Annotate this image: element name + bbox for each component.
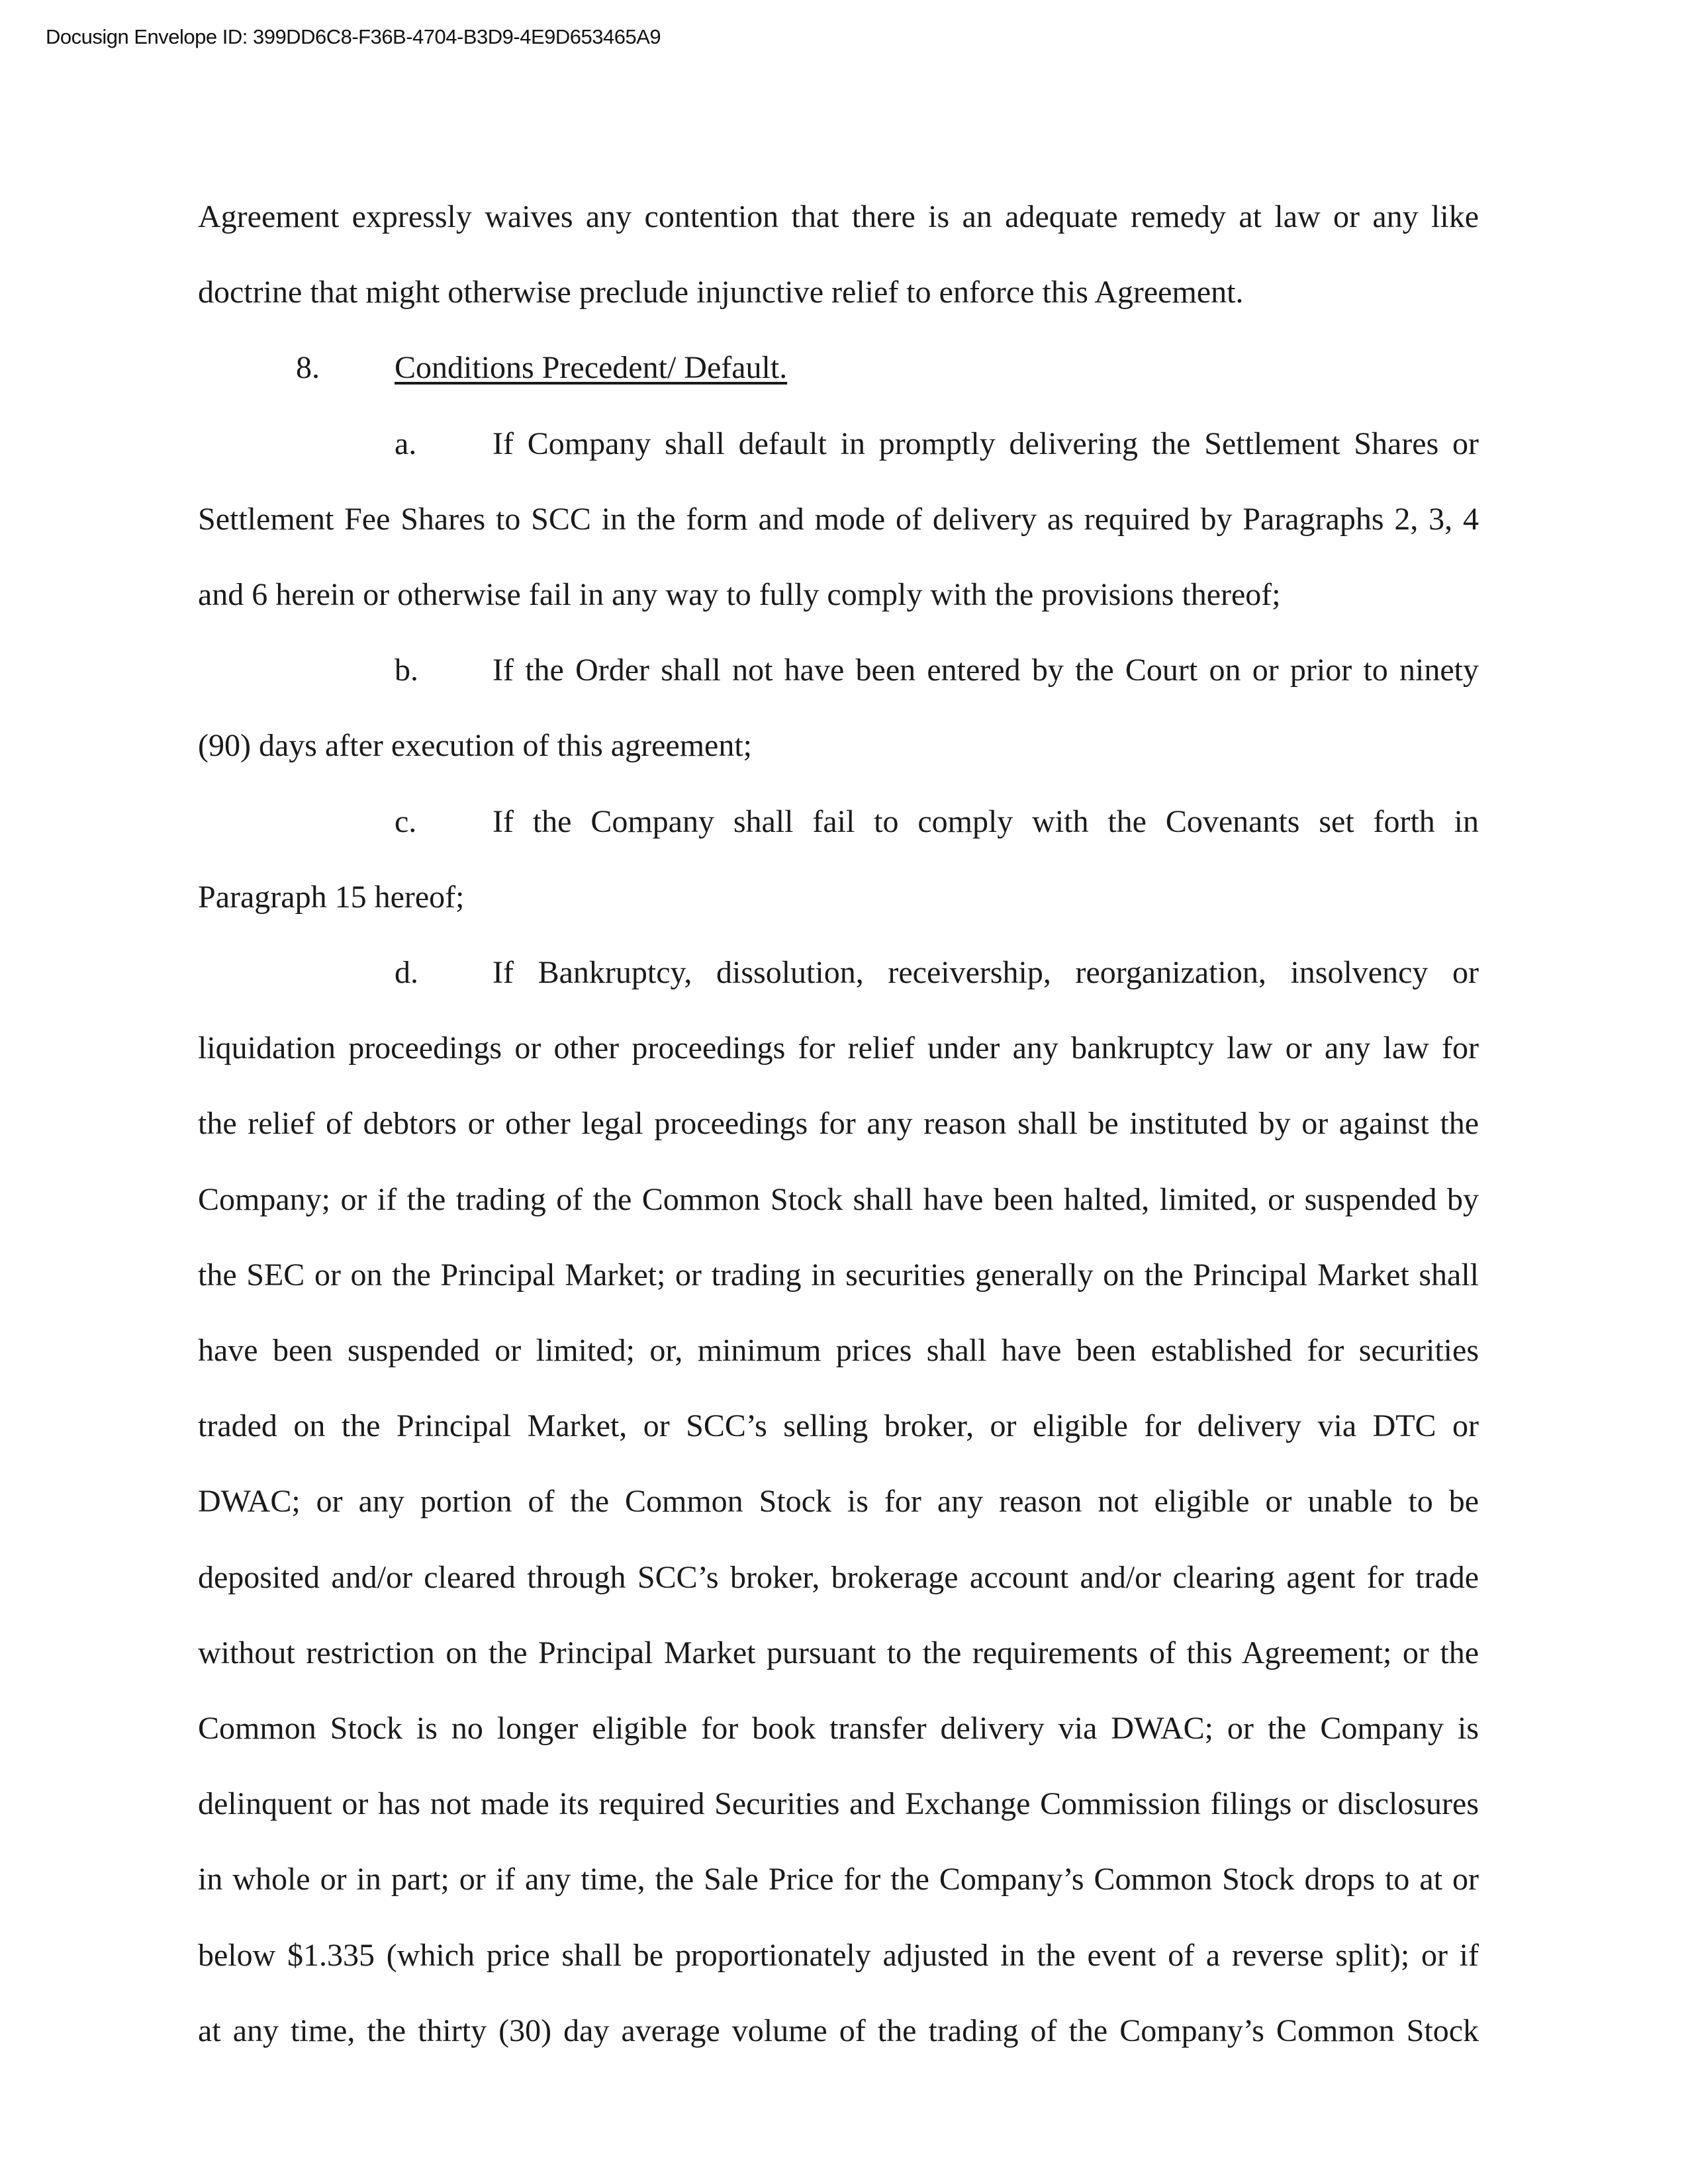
section-number: 8. <box>296 350 320 386</box>
item-label: a. <box>395 426 417 461</box>
text-line: below $1.335 (which price shall be proportionately adjusted in the event of a reverse split); or if <box>198 1937 1479 1973</box>
text-line: DWAC; or any portion of the Common Stock is for any reason not eligible or unable to be <box>198 1484 1479 1520</box>
text-line: in whole or in part; or if any time, the Sale Price for the Company’s Common Stock drops to at or <box>198 1862 1479 1897</box>
text-line: without restriction on the Principal Market pursuant to the requirements of this Agreement; or the <box>198 1635 1479 1670</box>
text-line: deposited and/or cleared through SCC’s broker, brokerage account and/or clearing agent for trade <box>198 1559 1479 1595</box>
text-line: (90) days after execution of this agreement; <box>198 728 752 764</box>
text-line: the SEC or on the Principal Market; or trading in securities generally on the Principal Market shall <box>198 1257 1479 1293</box>
text-line: doctrine that might otherwise preclude injunctive relief to enforce this Agreement. <box>198 275 1244 310</box>
text-line: Company; or if the trading of the Common Stock shall have been halted, limited, or suspended by <box>198 1181 1479 1217</box>
text-line: If Bankruptcy, dissolution, receivership, reorganization, insolvency or <box>492 955 1479 990</box>
text-line: at any time, the thirty (30) day average volume of the trading of the Company’s Common Stock <box>198 2013 1479 2048</box>
text-line: If Company shall default in promptly delivering the Settlement Shares or <box>492 426 1479 461</box>
text-line: Agreement expressly waives any contention that there is an adequate remedy at law or any like <box>198 199 1479 234</box>
text-line: liquidation proceedings or other proceedings for relief under any bankruptcy law or any law for <box>198 1030 1479 1066</box>
text-line: If the Order shall not have been entered by the Court on or prior to ninety <box>492 653 1479 688</box>
text-line: and 6 herein or otherwise fail in any way to fully comply with the provisions thereof; <box>198 577 1281 612</box>
text-line: traded on the Principal Market, or SCC’s selling broker, or eligible for delivery via DTC or <box>198 1408 1479 1444</box>
item-label: c. <box>395 803 417 839</box>
text-line: Settlement Fee Shares to SCC in the form and mode of delivery as required by Paragraphs 2, 3, 4 <box>198 501 1479 537</box>
docusign-envelope-id: Docusign Envelope ID: 399DD6C8-F36B-4704-B3D9-4E9D653465A9 <box>46 25 661 48</box>
text-line: If the Company shall fail to comply with the Covenants set forth in <box>492 803 1479 839</box>
text-line: the relief of debtors or other legal proceedings for any reason shall be instituted by or against the <box>198 1106 1479 1142</box>
text-line: delinquent or has not made its required Securities and Exchange Commission filings or disclosures <box>198 1786 1479 1822</box>
section-title: Conditions Precedent/ Default. <box>395 350 788 386</box>
item-label: d. <box>395 955 418 990</box>
text-line: have been suspended or limited; or, minimum prices shall have been established for securities <box>198 1333 1479 1368</box>
text-line: Common Stock is no longer eligible for book transfer delivery via DWAC; or the Company is <box>198 1711 1479 1746</box>
text-line: Paragraph 15 hereof; <box>198 879 465 915</box>
item-label: b. <box>395 653 418 688</box>
